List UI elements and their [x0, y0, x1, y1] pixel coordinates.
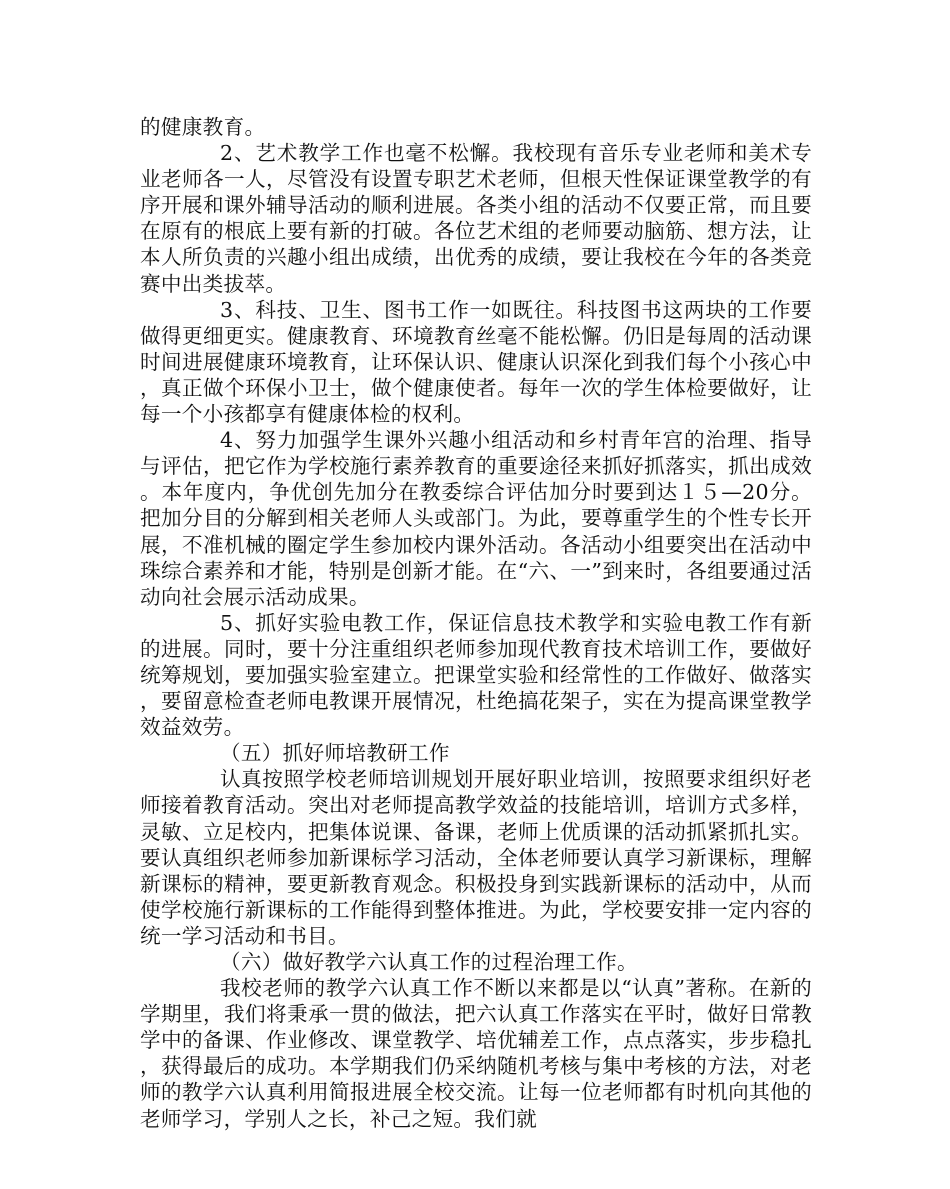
paragraph-six-diligence: 我校老师的教学六认真工作不断以来都是以“认真”著称。在新的学期里，我们将秉承一贯的做法，把六认真工作落实在平时，做好日常教学中的备课、作业修改、课堂教学、培优辅差工作，点点落实，步步稳扎，获得最后的成功。本学期我们仍采纳随机考核与集中考核的方法，对老师的教学六认真利用简报进展全校交流。让每一位老师都有时机向其他的老师学习，学别人之长，补己之短。我们就	[140, 976, 812, 1131]
paragraph-interest-groups: 4、努力加强学生课外兴趣小组活动和乡村青年宫的治理、指导与评估，把它作为学校施行素养教育的重要途径来抓好抓落实，抓出成效。本年度内，争优创先加分在教委综合评估加分时要到达１５—20分。把加分目的分解到相关老师人头或部门。为此，要尊重学生的个性专长开展，不准机械的圈定学生参加校内课外活动。各活动小组要突出在活动中珠综合素养和才能，特别是创新才能。在“六、一”到来时，各组要通过活动向社会展示活动成果。	[140, 428, 812, 609]
paragraph-science-health-library: 3、科技、卫生、图书工作一如既往。科技图书这两块的工作要做得更细更实。健康教育、环境教育丝毫不能松懈。仍旧是每周的活动课时间进展健康环境教育，让环保认识、健康认识深化到我们每个小孩心中，真正做个环保小卫士，做个健康使者。每年一次的学生体检要做好，让每一个小孩都享有健康体检的权利。	[140, 297, 812, 427]
section-heading-teacher-training: （五）抓好师培教研工作	[220, 741, 450, 766]
section-heading-six-diligence: （六）做好教学六认真工作的过程治理工作。	[220, 950, 638, 974]
paragraph-arts-teaching: 2、艺术教学工作也毫不松懈。我校现有音乐专业老师和美术专业老师各一人，尽管没有设置专职艺术老师，但根天性保证课堂教学的有序开展和课外辅导活动的顺利进展。各类小组的活动不仅要正常，而且要在原有的根底上要有新的打破。各位艺术组的老师要动脑筋、想方法，让本人所负责的兴趣小组出成绩，出优秀的成绩，要让我校在今年的各类竞赛中出类拔萃。	[140, 141, 812, 296]
document-body	[140, 114, 812, 1132]
paragraph-continuation: 的健康教育。	[140, 115, 266, 139]
paragraph-teacher-training: 认真按照学校老师培训规划开展好职业培训，按照要求组织好老师接着教育活动。突出对老师提高教学效益的技能培训，培训方式多样，灵敏、立足校内，把集体说课、备课，老师上优质课的活动抓紧抓扎实。要认真组织老师参加新课标学习活动，全体老师要认真学习新课标，理解新课标的精神，要更新教育观念。积极投身到实践新课标的活动中，从而使学校施行新课标的工作能得到整体推进。为此，学校要安排一定内容的统一学习活动和书目。	[140, 767, 812, 948]
paragraph-lab-audiovisual: 5、抓好实验电教工作，保证信息技术教学和实验电教工作有新的进展。同时，要十分注重组织老师参加现代教育技术培训工作，要做好统筹规划，要加强实验室建立。把课堂实验和经常性的工作做好、做落实，要留意检查老师电教课开展情况，杜绝搞花架子，实在为提高课堂教学效益效劳。	[140, 610, 812, 740]
